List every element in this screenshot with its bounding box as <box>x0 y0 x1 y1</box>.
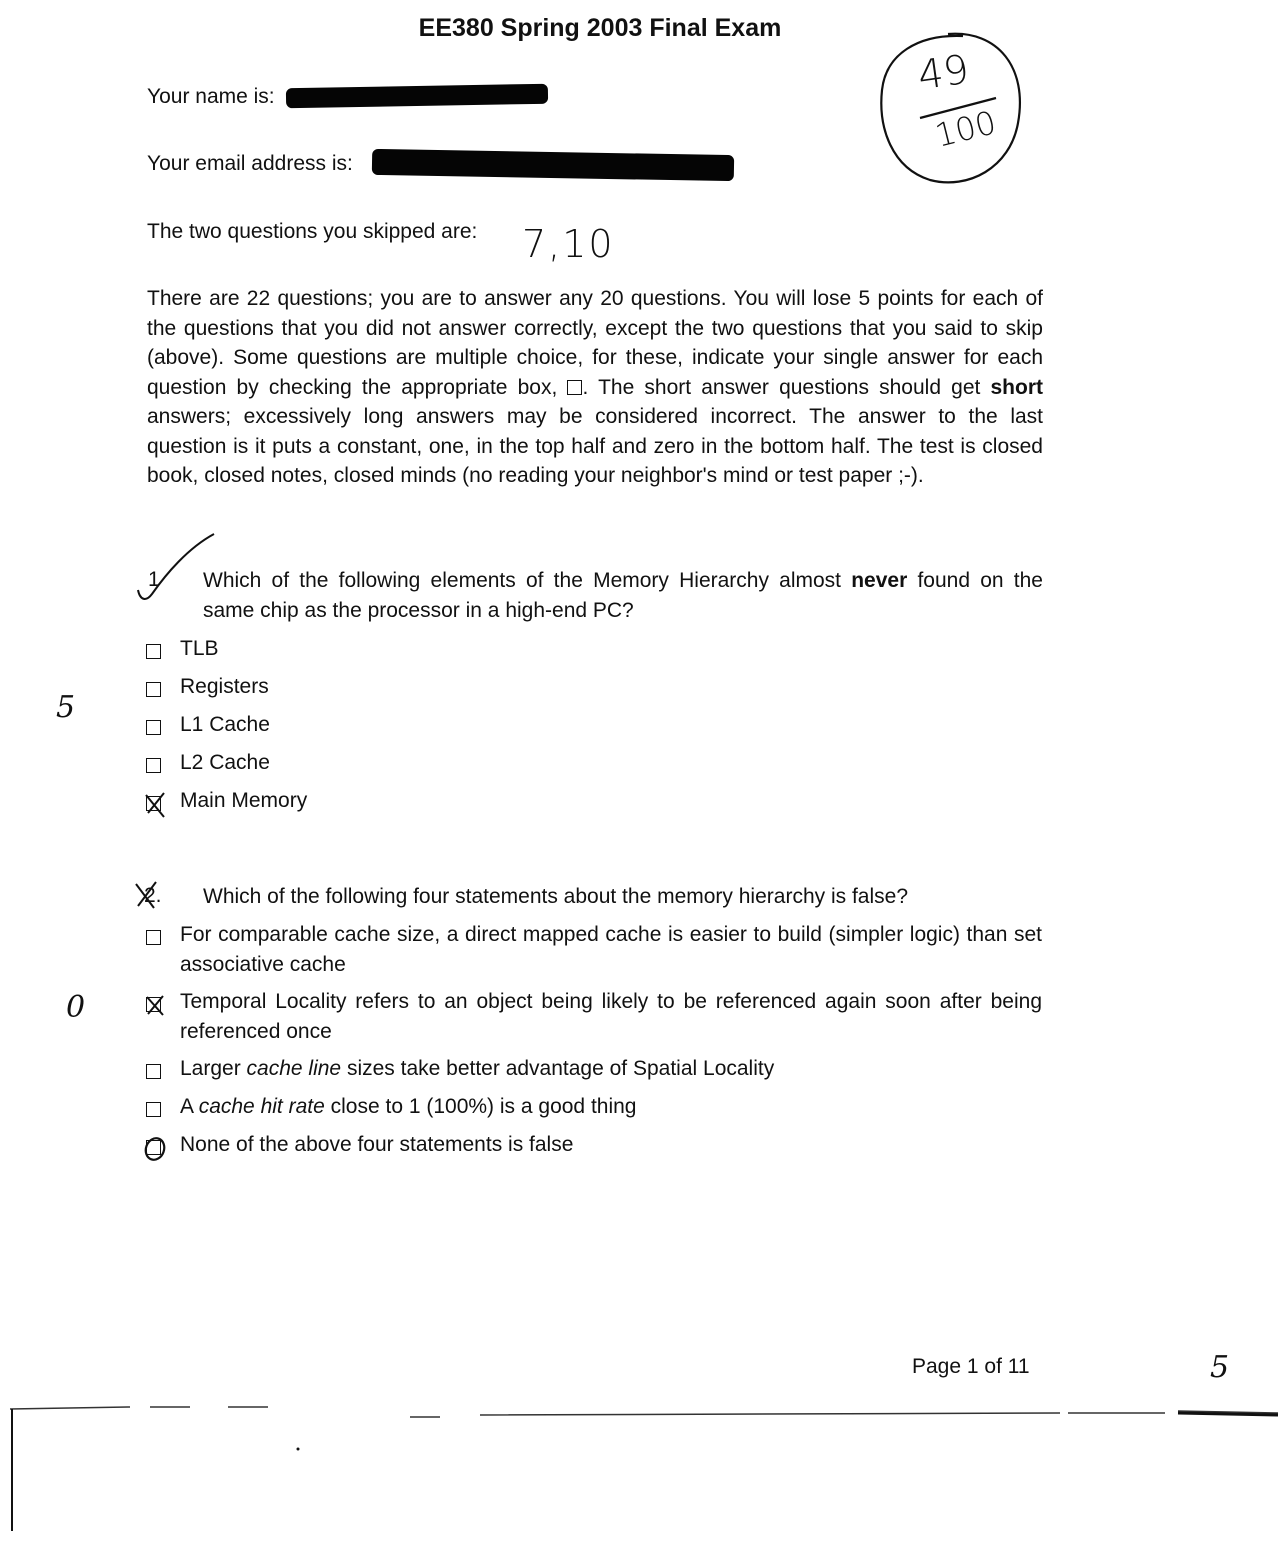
instructions-bold-short: short <box>990 375 1043 399</box>
email-field <box>147 152 353 176</box>
q1-option-label: L2 Cache <box>180 751 270 774</box>
checkbox[interactable] <box>146 644 161 659</box>
q2-x-mark-icon <box>132 878 162 914</box>
instructions-part-1: There are 22 questions; you are to answer any 20 questions. You will lose 5 points for each of the questions that you did not answer correctly, except the two questions that you said to skip (above). Some questions are multiple choice, for these, indicate your single answer for each question by checking the appropriate box, <box>147 287 1043 399</box>
checkbox[interactable] <box>146 720 161 735</box>
email-label: Your email address is: <box>147 152 353 175</box>
q2-option-3[interactable] <box>146 1059 774 1084</box>
score-denominator: 100 <box>931 103 1000 155</box>
checkbox[interactable] <box>146 758 161 773</box>
q2-option-4-post: close to 1 (100%) is a good thing <box>330 1095 637 1118</box>
q1-option-label: TLB <box>180 637 219 660</box>
checkbox-checked[interactable] <box>146 796 161 811</box>
email-redaction <box>372 149 734 181</box>
circle-mark-icon <box>142 1135 170 1165</box>
q2-option-5[interactable] <box>146 1135 573 1160</box>
q2-option-label <box>180 1092 636 1122</box>
q2-text: Which of the following four statements about the memory hierarchy is false? <box>203 885 908 908</box>
x-mark-icon <box>142 791 168 819</box>
q1-option-3[interactable] <box>146 715 270 740</box>
instructions <box>147 284 1043 491</box>
name-label: Your name is: <box>147 85 275 108</box>
x-mark-icon <box>142 992 168 1020</box>
q1-text-b: found on the same chip as the processor in a high-end PC? <box>203 569 1043 622</box>
q2-option-label: For comparable cache size, a direct mapped cache is easier to build (simpler logic) than set associative cache <box>180 923 1042 976</box>
q2-margin-score: 0 <box>66 990 86 1025</box>
q1-text <box>203 566 1043 626</box>
q2-option-label: None of the above four statements is false <box>180 1133 574 1156</box>
checkbox[interactable] <box>146 930 161 945</box>
q2-option-3-pre: Larger <box>180 1057 241 1080</box>
score-numerator: 49 <box>915 46 972 100</box>
instructions-part-2: . The short answer questions should get <box>582 375 981 399</box>
checkbox-checked[interactable] <box>146 997 161 1012</box>
name-field <box>147 85 275 109</box>
checkbox[interactable] <box>146 1102 161 1117</box>
q2-number: 2. <box>144 884 162 907</box>
page-number: Page 1 of 11 <box>912 1355 1030 1378</box>
q1-option-1[interactable] <box>146 639 219 664</box>
q2-option-4[interactable] <box>146 1097 636 1122</box>
q1-option-label: Main Memory <box>180 789 308 812</box>
checkbox-circled[interactable] <box>146 1140 161 1155</box>
q2-option-2[interactable] <box>146 992 1042 1047</box>
scan-artifact-lines <box>0 1405 1280 1541</box>
skipped-label: The two questions you skipped are: <box>147 220 478 243</box>
q1-text-bold: never <box>851 569 908 592</box>
checkbox[interactable] <box>146 1064 161 1079</box>
exam-title: EE380 Spring 2003 Final Exam <box>418 14 782 42</box>
instructions-part-3: answers; excessively long answers may be considered incorrect. The answer to the last question is it puts a constant, one, in the top half and zero in the bottom half. The test is closed book, closed notes, closed minds (no reading your neighbor's mind or test paper ;-). <box>147 405 1043 487</box>
q2-option-label: Temporal Locality refers to an object being likely to be referenced again soon after being referenced once <box>180 990 1042 1043</box>
q2-option-3-post: sizes take better advantage of Spatial Locality <box>346 1057 775 1080</box>
page-margin-score: 5 <box>1210 1350 1230 1385</box>
q1-option-5[interactable] <box>146 791 307 816</box>
skipped-field <box>147 220 477 244</box>
q1-number: 1 <box>148 568 160 591</box>
q2-option-3-em: cache line <box>246 1057 342 1080</box>
q2-option-4-em: cache hit rate <box>198 1095 325 1118</box>
q2-option-1[interactable] <box>146 925 1042 980</box>
example-checkbox-icon <box>567 380 582 395</box>
q1-option-label: Registers <box>180 675 269 698</box>
checkbox[interactable] <box>146 682 161 697</box>
q2-option-4-pre: A <box>180 1095 193 1118</box>
skipped-handwritten-value: 7,10 <box>522 222 615 266</box>
q1-option-label: L1 Cache <box>180 713 270 736</box>
q2-option-label <box>180 1054 774 1084</box>
name-redaction <box>286 84 548 109</box>
q1-margin-score: 5 <box>56 690 76 725</box>
q1-option-2[interactable] <box>146 677 269 702</box>
q1-text-a: Which of the following elements of the Memory Hierarchy almost <box>203 569 842 592</box>
q1-option-4[interactable] <box>146 753 270 778</box>
